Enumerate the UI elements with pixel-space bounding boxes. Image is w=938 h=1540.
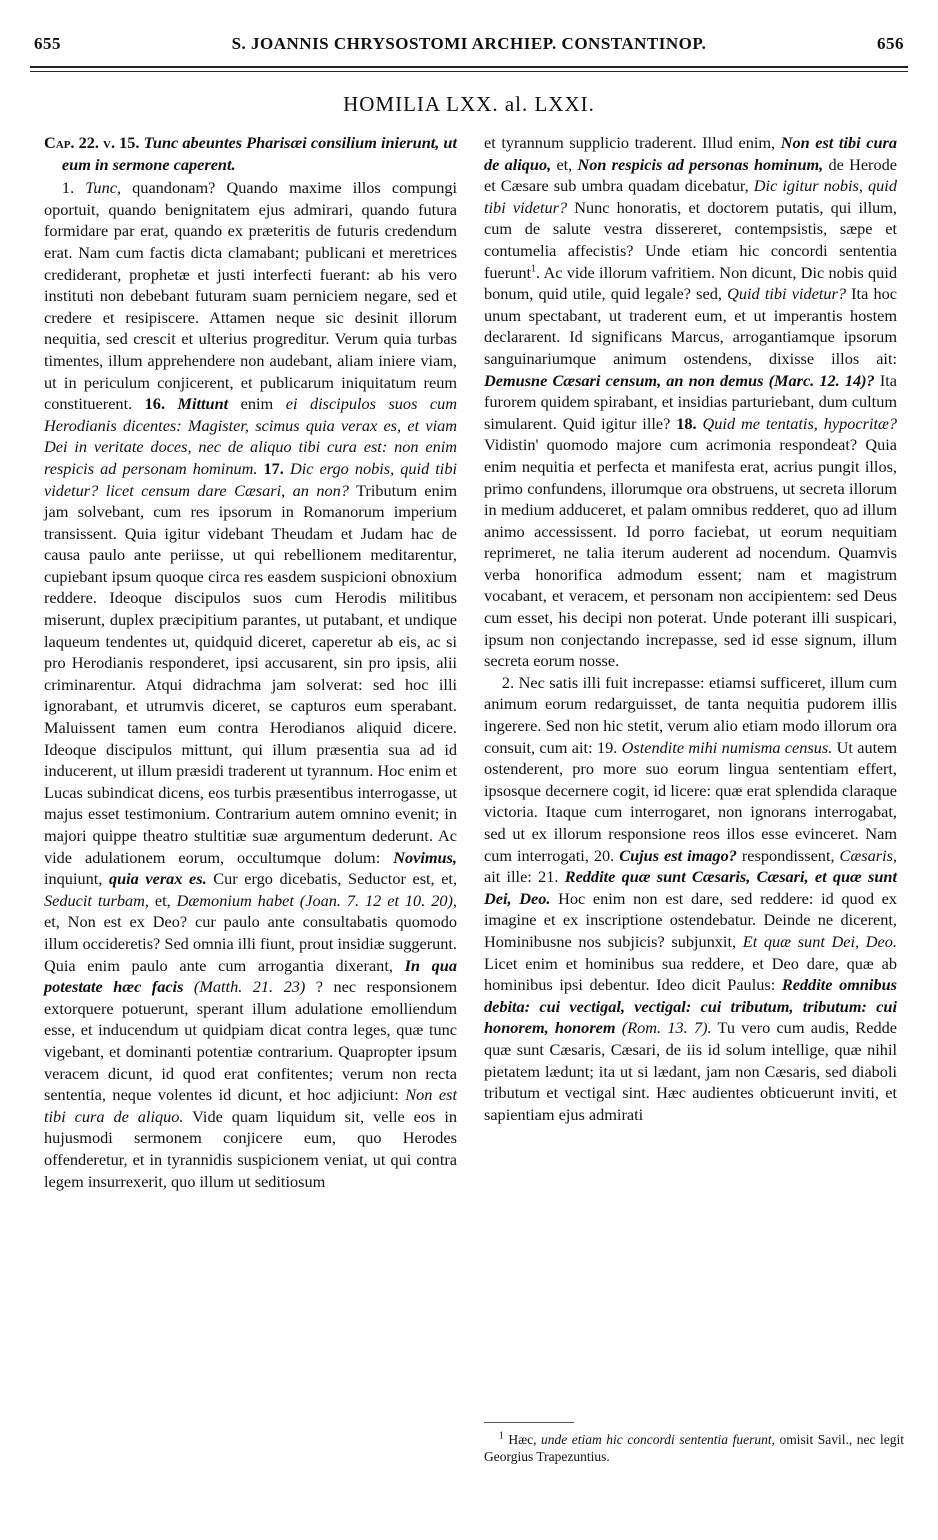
paragraph-1-continued (484, 132, 897, 672)
footnote-text (484, 1431, 904, 1465)
scripture-reference: (Matth. 21. 23) (193, 977, 306, 997)
verse-number: 19. (596, 737, 618, 757)
footnote-body: omisit Savil., nec legit Georgius Trapezuntius. (484, 1432, 905, 1464)
scripture-quote: Novimus, (393, 847, 457, 867)
chapter-label: Cap. 22. v. 15. (44, 133, 140, 152)
footnote-marker: 1 (531, 263, 537, 275)
scripture-reference: (Rom. 13. 7). (621, 1018, 712, 1038)
footnote-quote: unde etiam hic concordi sententia fuerunt, (541, 1432, 775, 1447)
paragraph-text: ait ille: (484, 867, 532, 887)
lead-word: Mittunt (177, 394, 229, 414)
verse-number: 17. (263, 458, 284, 478)
page-number-left: 655 (34, 34, 61, 53)
paragraph-number: 2. (501, 672, 515, 692)
footnote-number: 1 (498, 1430, 504, 1442)
verse-number: 16. (144, 394, 166, 414)
homily-title: HOMILIA LXX. al. LXXI. (343, 92, 595, 116)
scripture-quote: Reddite quæ sunt Cæsaris, Cæsari, et quæ sunt Dei, Deo. (484, 867, 897, 908)
verse-number: 21. (538, 867, 559, 887)
scripture-quote: Reddite omnibus debita: cui vectigal, vectigal: cui tributum, tributum: cui honorem, honorem (484, 975, 897, 1038)
paragraph-text: ? nec responsionem extorquere potuerunt, sperant illum adulatione emolliendum esse, et inducendum ut quidpiam dicat contra leges, quæ tunc vigebant, et dominanti potentiæ contrarium. Quapropter ipsum veracem dicunt, id quod erat confitentes; verum non recta sententia, neque volentes id dicunt, et hoc adjiciunt: (44, 977, 457, 1105)
paragraph-text: Nunc honoratis, et doctorem putatis, qui illum, cum de salute vestra dissereret, contempsistis, sæpe et contumelia affecistis? Unde etiam hic concordi sententia fuerunt (484, 197, 897, 282)
scripture-quote: Dæmonium habet (176, 890, 294, 910)
header-rule-thin (30, 71, 908, 72)
running-title: S. JOANNIS CHRYSOSTOMI ARCHIEP. CONSTANTINOP. (231, 34, 707, 53)
scripture-quote: Et quæ sunt Dei, Deo. (742, 931, 897, 951)
chapter-verse-text: Tunc abeuntes Pharisæi consilium inierunt, ut eum in sermone caperent. (61, 133, 458, 174)
paragraph-2 (484, 672, 897, 1125)
scripture-quote: Dic ergo nobis, quid tibi videtur? licet censum dare Cæsari, an non? (44, 458, 457, 500)
page-number-right: 656 (877, 34, 904, 53)
footnote-rule (484, 1422, 574, 1423)
paragraph-text: et, Non est ex Deo? cur paulo ante consultabatis quomodo illum occideretis? Sed omnia illi fiunt, prout insidiæ suggerunt. Quia enim paulo ante cum arrogantia dixerant, (44, 912, 457, 975)
chapter-heading (44, 132, 457, 175)
footnote-lead: Hæc, (508, 1432, 537, 1447)
scripture-quote: Demusne Cæsari censum, an non demus (484, 370, 764, 390)
paragraph-text: inquiunt, (44, 869, 103, 889)
paragraph-text: Hoc enim non est dare, sed reddere: id quod ex imagine et ex inscriptione ostendebatur. Deinde ne dicerent, Hominibusne nos subjicis? subjunxit, (484, 888, 898, 951)
scripture-quote: Quid tibi videtur? (727, 284, 846, 304)
scripture-quote: Cujus est imago? (619, 845, 737, 865)
scripture-quote: Dic igitur nobis, quid tibi videtur? (484, 176, 897, 217)
scripture-reference: (Joan. 7. 12 et 10. 20), (299, 890, 457, 910)
paragraph-text: quandonam? Quando maxime illos compungi oportuit, quando benignitatem ejus admirari, quando futura formidare par erat, quando ex præteritis de futuris credendum erat. Nam cum factis dicta clamabant; publicani et meretrices crediderant, prophetæ et justi interfecti fuerant: ab his vero instituti non debebant futuram suam perniciem negare, sed et credere et resipiscere. Attamen neque sic desinit illorum nequitia, sed crescit et ulterius progreditur. Verum quia turbas timentes, illum apprehendere non audebant, aliam iniere viam, ut in periculum conjicerent, et publicarum iniquitatum reum constituerent. (44, 178, 458, 414)
paragraph-text: Tributum enim jam solvebant, cum res ipsorum in Romanorum imperium transissent. Quia igitur videbant Theudam et Judam hac de causa paulo ante periisse, ut qui rebellionem meditarentur, cupiebant ipsum quoque circa res easdem suspicioni obnoxium reddere. Ideoque discipulos suos cum Herodis militibus miserunt, duplex præcipitium parantes, ut putabant, et undique laqueum tendentes ut, quidquid diceret, caperetur ab eis, ac si pro Herodianis responderet, ipsi accusarent, sin pro ipsis, alii criminarentur. Atqui didrachma jam solverat: sed hoc illi ignorabant, et utrumvis diceret, se capturos eum sperabant. Maluissent tamen eum contra Herodianos aliquid dicere. Ideoque discipulos mittunt, qui illum præsentia sua ad id inducerent, ut illum præsidi traderent ut tyrannum. Hoc enim et Lucas subindicat dicens, eos turbis præsentibus interrogasse, ut majus esset testimonium. Contrarium autem omnino evenit; in majori quippe theatro stultitiæ suæ argumentum dederunt. Ac vide adulationem eorum, occultumque dolum: (44, 480, 457, 867)
scripture-quote: Ostendite mihi numisma census. (621, 737, 833, 757)
verse-number: 20. (593, 845, 615, 865)
paragraph-text: et tyrannum supplicio traderent. Illud enim, (484, 133, 776, 152)
scripture-quote: In qua potestate hæc facis (44, 955, 457, 997)
paragraph-text: de Herode et Cæsare sub umbra quadam dicebatur, (484, 154, 897, 196)
left-column (44, 132, 457, 1192)
lead-word: Tunc, (85, 178, 122, 198)
running-head (34, 34, 904, 58)
paragraph-text: et, (556, 154, 573, 174)
footnote (484, 1431, 904, 1465)
paragraph-text: Nec satis illi fuit increpasse: etiamsi sufficeret, illum cum animum eorum redarguisset, de tanta nequitia pudorem illis ingerere. Sed non hic stetit, verum alio etiam modo illorum ora consuit, cum ait: (484, 672, 897, 757)
scripture-quote: Cæsaris, (839, 845, 897, 865)
paragraph-text: Ita hoc unum spectabant, ut traderent eum, et ut imperantis hostem declararent. Id significans Marcus, arrogantiamque ipsorum sanguinariumque animum ostendens, dixisse illos ait: (484, 284, 897, 368)
scripture-quote: Non est tibi cura de aliquo, (484, 133, 897, 174)
paragraph-text: Licet enim et hominibus sua reddere, et Deo dare, quæ ab hominibus ipsi debentur. Ideo dicit Paulus: (484, 953, 897, 995)
right-column (484, 132, 897, 1125)
paragraph-1 (44, 177, 457, 1192)
paragraph-text: et, (154, 890, 171, 910)
paragraph-number: 1. (61, 178, 75, 198)
scripture-quote: Non est tibi cura de aliquo. (44, 1085, 457, 1126)
paragraph-text: Vide quam liquidum sit, velle eos in hujusmodi sermonem conjicere eum, quo Herodes offenderetur, et in tyrannidis suspicionem veniat, ut qui contra legem insurrexerit, quo illum ut seditiosum (44, 1106, 458, 1191)
paragraph-text: enim (240, 394, 274, 414)
verse-number: 18. (676, 413, 697, 433)
scripture-quote: Quid me tentatis, hypocritæ? (702, 413, 898, 433)
scripture-quote: ei discipulos suos cum Herodianis dicentes: Magister, scimus quia verax es, et viam Dei in veritate doces, nec de aliquo tibi cura est: non enim respicis ad personam hominum. (44, 394, 458, 478)
paragraph-text: respondissent, (741, 845, 835, 865)
scripture-quote: quia verax es. (108, 869, 207, 889)
paragraph-text: Ita furorem quidem spirabant, et insidias parturiebant, dum cultum simularent. Quid igitur ille? (484, 370, 897, 433)
header-rule (30, 66, 908, 68)
scripture-quote: Seducit turbam, (44, 890, 149, 910)
paragraph-text: Vidistin' quomodo majore cum acrimonia respondeat? Quia enim nequitia et perfecta et manifesta erat, acrius pungit illos, primo confundens, illorumque ora obstruens, ut secreta illorum in medium adduceret, et palam omnibus redderet, quo ad illum animo accessissent. Id porro faciebat, ut eorum nequitiam reprimeret, ne talia iterum auderent ad nocendum. Quamvis verba honorifica admodum essent; nam et magistrum vocabant, et veracem, et personam non accipientem: sed Deus cum esset, his decipi non poterat. Unde poterant illi suspicari, ipsum non conjectando increpasse, sed id esse signum, illum secreta eorum nosse. (484, 435, 897, 671)
paragraph-text: Cur ergo dicebatis, Seductor est, et, (213, 869, 458, 889)
paragraph-text: Ut autem ostenderent, pro more suo eorum lingua sententiam effert, ipsosque decernere cogit, id licere: quæ erat splendida claraque victoria. Itaque cum interrogaret, non ignorans interrogabat, sed ut ex illorum responsione reos illos esse evinceret. Nam cum interrogati, (484, 737, 898, 865)
paragraph-text: . Ac vide illorum vafritiem. Non dicunt, Dic nobis quid bonum, quid utile, quid legale? sed, (484, 262, 897, 304)
scripture-quote: Non respicis ad personas hominum, (577, 154, 824, 174)
paragraph-text: Tu vero cum audis, Redde quæ sunt Cæsaris, Cæsari, de iis id solum intellige, quæ nihil pietatem lædunt; ita ut si lædant, jam non Cæsaris, sed diaboli tributum et vectigal sint. Hæc audientes obticuerunt inviti, et sapientiam ejus admirati (484, 1018, 897, 1124)
scripture-reference: (Marc. 12. 14)? (768, 370, 875, 390)
